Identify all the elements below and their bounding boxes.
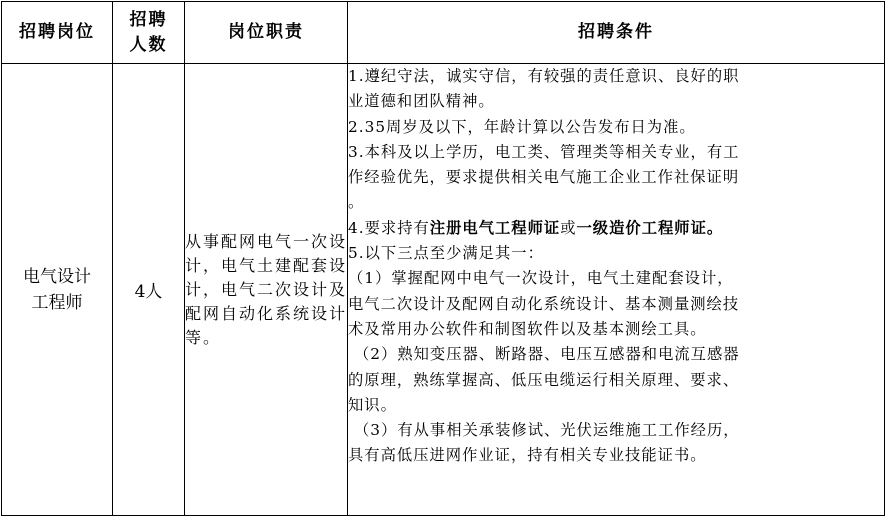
table-row — [2, 64, 885, 516]
req-line: 电气二次设计及配网自动化系统设计、基本测量测绘技 — [348, 294, 740, 313]
req-line: 2.35周岁及以下，年龄计算以公告发布日为准。 — [348, 117, 696, 136]
req-cert-cost: 一级造价工程师证。 — [576, 218, 724, 237]
header-position: 招聘岗位 — [2, 2, 113, 64]
req-line-cert — [348, 216, 884, 241]
requirements-cell — [348, 64, 885, 516]
req-line: 作经验优先，要求提供相关电气施工企业工作社保证明 — [348, 168, 740, 187]
header-duty: 岗位职责 — [185, 2, 348, 64]
duty-cell: 从事配网电气一次设计，电气土建配套设计，电气二次设计及配网自动化系统设计等。 — [185, 64, 348, 516]
req-line: （3）有从事相关承装修试、光伏运维施工工作经历， — [354, 421, 740, 440]
recruitment-table — [1, 1, 885, 516]
header-count-line2: 人数 — [129, 34, 168, 55]
req-cert-prefix: 4.要求持有 — [348, 218, 430, 237]
position-line2: 工程师 — [31, 292, 83, 313]
position-line1: 电气设计 — [23, 266, 91, 287]
header-count-line1: 招聘 — [129, 9, 168, 30]
req-line: 3.本科及以上学历，电工类、管理类等相关专业，有工 — [348, 142, 740, 161]
req-line: 业道德和团队精神。 — [348, 92, 495, 111]
req-line: 的原理，熟练掌握高、低压电缆运行相关原理、要求、 — [348, 370, 740, 389]
req-line: （1）掌握配网中电气一次设计，电气土建配套设计， — [348, 269, 734, 288]
header-count — [113, 2, 185, 64]
header-requirements: 招聘条件 — [348, 2, 885, 64]
req-cert-or: 或 — [560, 218, 577, 237]
req-line: 具有高低压进网作业证，持有相关专业技能证书。 — [348, 446, 707, 465]
count-cell: 4人 — [113, 64, 185, 516]
position-cell — [2, 64, 113, 516]
req-line: 5.以下三点至少满足其一： — [348, 244, 544, 263]
header-row — [2, 2, 885, 64]
req-line: 1.遵纪守法，诚实守信，有较强的责任意识、良好的职 — [348, 67, 740, 85]
req-line: 。 — [348, 193, 365, 212]
req-line: （2）熟知变压器、断路器、电压互感器和电流互感器 — [354, 345, 740, 364]
req-line: 术及常用办公软件和制图软件以及基本测绘工具。 — [348, 319, 707, 338]
req-cert-electrical: 注册电气工程师证 — [429, 218, 561, 237]
req-line: 知识。 — [348, 395, 397, 414]
